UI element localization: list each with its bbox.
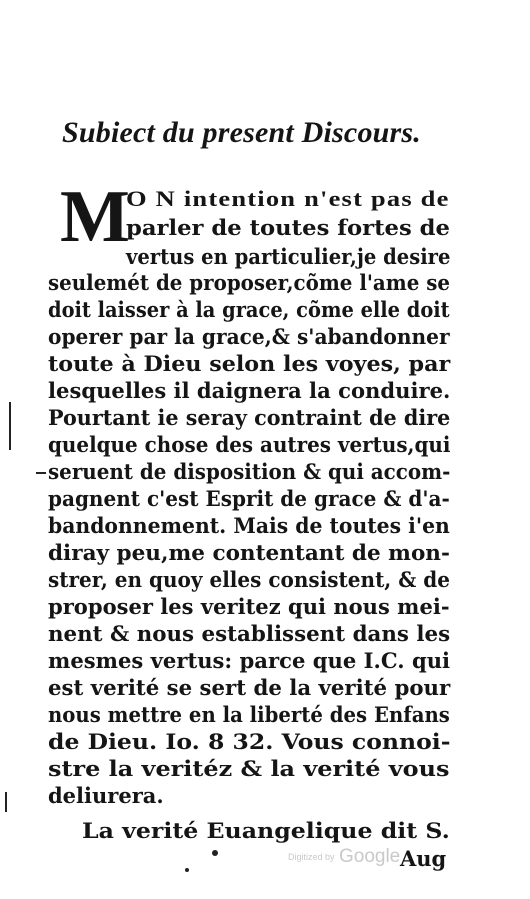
text-line: vertus en particulier,je desire <box>126 244 451 269</box>
text-line: deliurera. <box>48 783 164 808</box>
margin-mark <box>36 472 46 474</box>
text-line: pagnent c'est Esprit de grace & d'a- <box>48 486 450 511</box>
margin-mark <box>5 792 7 812</box>
ink-speck <box>185 868 189 872</box>
text-line: stre la veritéz & la verité vous <box>48 756 450 781</box>
drop-cap: M <box>60 176 130 258</box>
text-line: strer, en quoy elles consistent, & de <box>48 567 450 592</box>
digitization-watermark <box>288 846 400 868</box>
text-line: nent & nous establissent dans les <box>48 621 451 646</box>
text-line: doit laisser à la grace, cõme elle doit <box>48 297 450 322</box>
text-line: bandonnement. Mais de toutes i'en <box>48 513 450 538</box>
text-line: diray peu,me contentant de mon- <box>48 540 450 565</box>
text-line: lesquelles il daignera la conduire. <box>48 378 451 403</box>
watermark-brand: Google <box>338 846 401 867</box>
ink-speck <box>212 850 218 856</box>
text-line: est verité se sert de la verité pour <box>48 675 451 700</box>
closing-line: La verité Euangelique dit S. <box>82 818 450 843</box>
text-line: Pourtant ie seray contraint de dire <box>48 405 451 430</box>
text-line: parler de toutes fortes de <box>126 215 450 240</box>
text-line: seruent de disposition & qui accom- <box>48 459 451 484</box>
watermark-prefix: Digitized by <box>288 852 335 862</box>
text-line: quelque chose des autres vertus,qui <box>48 432 451 457</box>
margin-mark <box>9 402 11 450</box>
text-line: toute à Dieu selon les voyes, par <box>48 351 451 376</box>
catchword: Aug <box>400 846 447 871</box>
text-line: de Dieu. Io. 8 32. Vous connoi- <box>48 729 451 754</box>
text-line: proposer les veritez qui nous mei- <box>48 594 450 619</box>
text-line: mesmes vertus: parce que I.C. qui <box>48 648 451 673</box>
text-line: nous mettre en la liberté des Enfans <box>48 702 450 727</box>
first-line: O N intention n'est pas de <box>126 186 450 211</box>
text-line: operer par la grace,& s'abandonner <box>48 324 450 349</box>
page-heading: Subiect du present Discours. <box>62 116 421 149</box>
text-line: seulemét de proposer,cõme l'ame se <box>48 270 450 295</box>
